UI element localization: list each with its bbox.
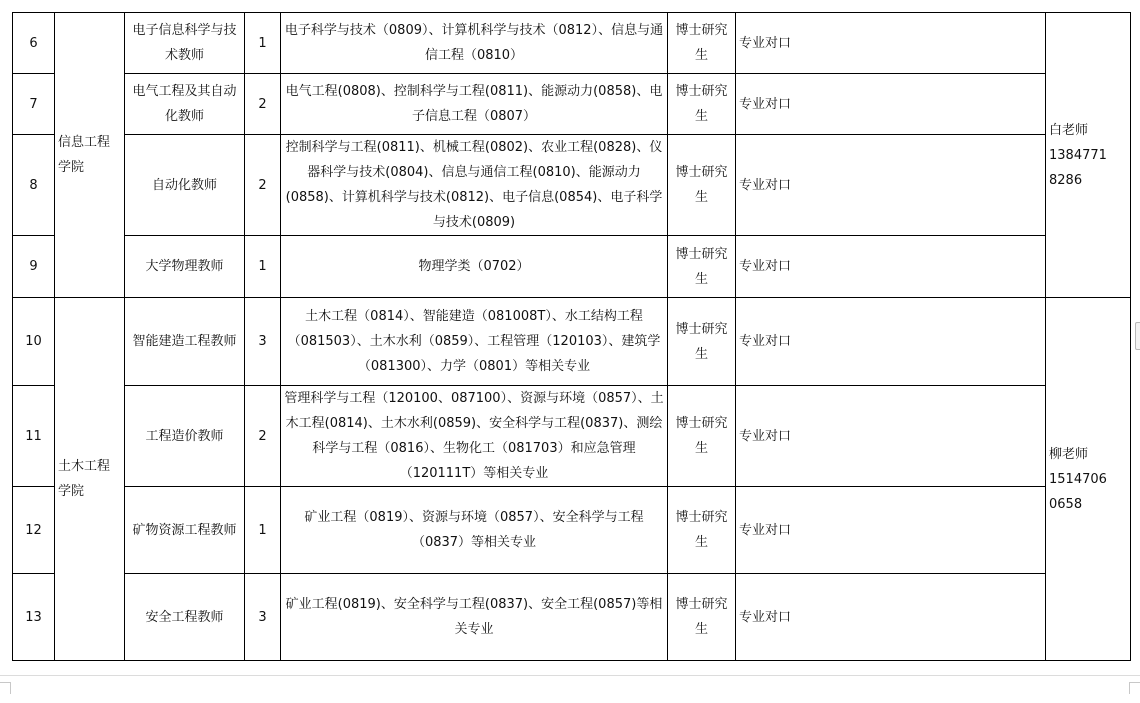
contact-name: 白老师 (1049, 122, 1089, 138)
position-name: 电子信息科学与技术教师 (125, 13, 245, 74)
contact-phone: 15147060658 (1049, 471, 1107, 512)
other-requirement: 专业对口 (736, 74, 1046, 135)
position-name: 电气工程及其自动化教师 (125, 74, 245, 135)
other-requirement: 专业对口 (736, 13, 1046, 74)
table-row (13, 386, 1131, 487)
table-row (13, 487, 1131, 574)
table-row (13, 135, 1131, 236)
college-name: 土木工程学院 (55, 298, 125, 661)
major-requirement: 控制科学与工程(0811)、机械工程(0802)、农业工程(0828)、仪器科学与技术(0804)、信息与通信工程(0810)、能源动力(0858)、计算机科学与技术(0812)、电子信息(0854)、电子科学与技术(0809) (281, 135, 668, 236)
scroll-handle[interactable] (1135, 322, 1140, 350)
other-requirement: 专业对口 (736, 574, 1046, 661)
major-requirement: 矿业工程（0819）、资源与环境（0857）、安全科学与工程（0837）等相关专业 (281, 487, 668, 574)
row-number: 11 (13, 386, 55, 487)
position-name: 大学物理教师 (125, 236, 245, 298)
hire-count: 2 (245, 74, 281, 135)
contact-phone: 13847718286 (1049, 147, 1107, 188)
major-requirement: 电气工程(0808)、控制科学与工程(0811)、能源动力(0858)、电子信息工程（0807） (281, 74, 668, 135)
college-name: 信息工程学院 (55, 13, 125, 298)
page-corner-mark-left-v (10, 682, 11, 694)
major-requirement: 管理科学与工程（120100、087100）、资源与环境（0857）、土木工程(0814)、土木水利(0859)、安全科学与工程(0837)、测绘科学与工程（0816）、生物化工（081703）和应急管理（120111T）等相关专业 (281, 386, 668, 487)
major-requirement: 土木工程（0814）、智能建造（081008T）、水工结构工程（081503）、土木水利（0859）、工程管理（120103）、建筑学（081300）、力学（0801）等相关专业 (281, 298, 668, 386)
other-requirement: 专业对口 (736, 487, 1046, 574)
other-requirement: 专业对口 (736, 298, 1046, 386)
page-bottom-edge (0, 675, 1140, 676)
education-level: 博士研究生 (668, 574, 736, 661)
other-requirement: 专业对口 (736, 135, 1046, 236)
hire-count: 3 (245, 298, 281, 386)
education-level: 博士研究生 (668, 487, 736, 574)
row-number: 12 (13, 487, 55, 574)
table-row (13, 236, 1131, 298)
education-level: 博士研究生 (668, 135, 736, 236)
row-number: 10 (13, 298, 55, 386)
education-level: 博士研究生 (668, 298, 736, 386)
row-number: 13 (13, 574, 55, 661)
contact-cell (1046, 298, 1131, 661)
position-name: 自动化教师 (125, 135, 245, 236)
row-number: 8 (13, 135, 55, 236)
hire-count: 1 (245, 487, 281, 574)
education-level: 博士研究生 (668, 236, 736, 298)
major-requirement: 矿业工程(0819)、安全科学与工程(0837)、安全工程(0857)等相关专业 (281, 574, 668, 661)
education-level: 博士研究生 (668, 74, 736, 135)
page-corner-mark-left-h (0, 682, 10, 683)
other-requirement: 专业对口 (736, 236, 1046, 298)
major-requirement: 物理学类（0702） (281, 236, 668, 298)
position-name: 安全工程教师 (125, 574, 245, 661)
table-row (13, 74, 1131, 135)
table-row (13, 13, 1131, 74)
education-level: 博士研究生 (668, 386, 736, 487)
contact-cell (1046, 13, 1131, 298)
table-row (13, 298, 1131, 386)
hire-count: 1 (245, 236, 281, 298)
hire-count: 1 (245, 13, 281, 74)
row-number: 6 (13, 13, 55, 74)
row-number: 7 (13, 74, 55, 135)
major-requirement: 电子科学与技术（0809）、计算机科学与技术（0812）、信息与通信工程（0810） (281, 13, 668, 74)
other-requirement: 专业对口 (736, 386, 1046, 487)
position-name: 智能建造工程教师 (125, 298, 245, 386)
row-number: 9 (13, 236, 55, 298)
page-corner-mark-right-h (1129, 682, 1140, 683)
contact-name: 柳老师 (1049, 446, 1089, 462)
position-name: 工程造价教师 (125, 386, 245, 487)
hire-count: 2 (245, 135, 281, 236)
recruitment-table (12, 12, 1131, 661)
hire-count: 3 (245, 574, 281, 661)
hire-count: 2 (245, 386, 281, 487)
education-level: 博士研究生 (668, 13, 736, 74)
page-corner-mark-right-v (1129, 682, 1130, 694)
position-name: 矿物资源工程教师 (125, 487, 245, 574)
table-row (13, 574, 1131, 661)
